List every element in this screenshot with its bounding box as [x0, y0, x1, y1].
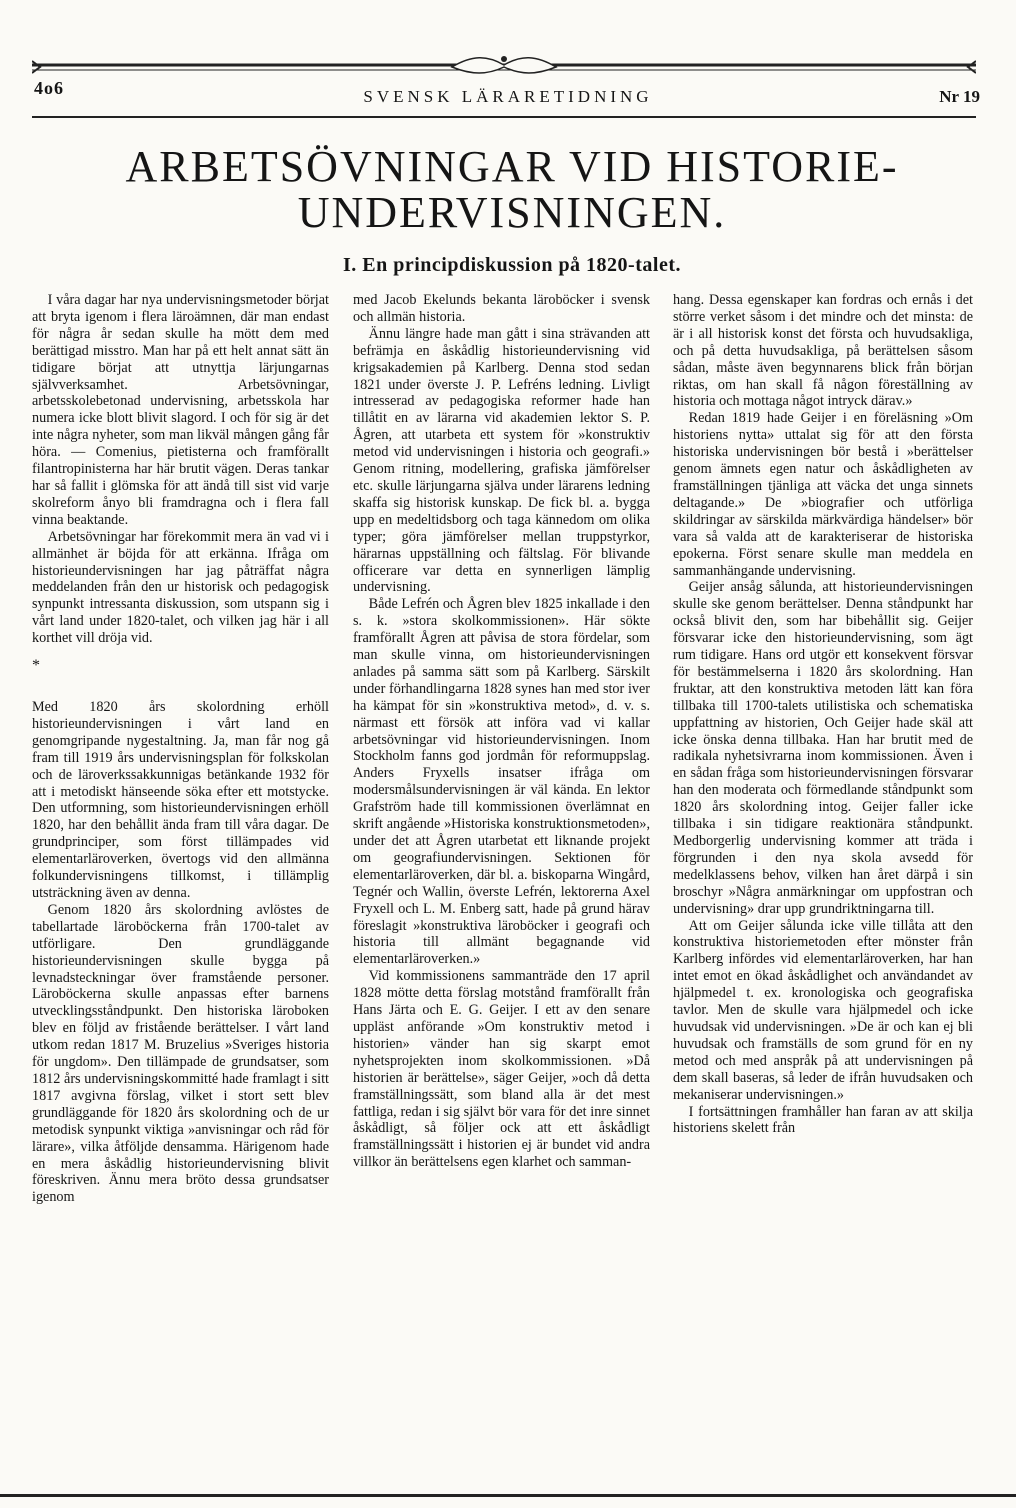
journal-title: SVENSK LÄRARETIDNING — [363, 87, 653, 106]
article-title — [40, 144, 984, 236]
text-column-2 — [353, 292, 650, 1171]
header-rule — [32, 116, 976, 118]
paragraph: Arbetsövningar har förekommit mera än vad vi i allmänhet är böjda för att erkänna. Ifråga om historieundervisningen har jag påträffat några meddelanden från den ur historisk och pedagogisk synpunkt intressanta diskussion, som utspann sig i vårt land under 1820-talet, och vilken jag här i all korthet vill dröja vid. — [32, 528, 329, 647]
paragraph: Både Lefrén och Ågren blev 1825 inkallade i den s. k. »stora skolkommissionen». Här sökte framförallt Ågren att påvisa de stora fördelar, som man skulle vinna, om historieundervisningen anlades på samma sätt som på Karlberg. Särskilt under förhandlingarna 1828 synes han med stor iver ha kämpat för sin »konstruktiva metod», d. v. s. närmast ett försök att införa vad vi kallar arbetsövningar vid historieundervisningen. Inom Stockholm fanns god jordmån för reformuppslag. Anders Fryxells insatser ifråga om modersmålsundervisningen är väl kända. En lektor Grafström hade till kommissionen överlämnat en skrift angående »Historiska konstruktionsmetoden», under det att Ågren utarbetat ett liknande projekt om geografiundervisningen. Sektionen för elementarläroverken, där bl. a. biskoparna Wingård, Tegnér och Wallin, överste Lefrén, lektorerna Axel Fryxell och L. M. Enberg satt, hade på grund härav föreslagit »konstruktiva läroböcker i geografi och historia till allmänt begagnande vid elementarläroverken.» — [353, 596, 650, 968]
text-column-1 — [32, 292, 329, 1206]
paragraph: I våra dagar har nya undervisningsmetoder börjat att bryta igenom i flera läroämnen, där man endast för några år sedan skulle ha mött dem med berättigad misstro. Man har på ett helt annat sätt än tidigare börjat att utnyttja lärjungarnas självverksamhet. Arbetsövningar, arbetsskolebetonad undervisning, arbetsskola har numera icke blott blivit slagord. I och för sig är det inte några nyheter, som man likväl mången gång får höra. — Comenius, pietisterna och framförallt filantropinisterna har här brutit vägen. Deras tankar har så fallit i glömska för att ändå till sist vid varje skolreform ånyo bli framdragna och i flera fall vinna beaktande. — [32, 292, 329, 528]
paragraph: Ännu längre hade man gått i sina strävanden att befrämja en åskådlig historieundervisning vid krigsakademien på Karlberg. Denna stod sedan 1821 under överste J. P. Lefréns ledning. Livligt intresserad av pedagogiska reformer hade han tillåtit en av lärarna vid akademien lektor S. P. Ågren, att utarbeta ett system för »konstruktiv metod vid undervisningen i historia och geografi.» Genom ritning, modellering, grafiska jämförelser etc. skulle lärjungarna själva under lärarens ledning skaffa sig historisk kunskap. De fick bl. a. bygga upp en medeltidsborg och taga kännedom om olika typer; göra jämförelser mellan truppstyrkor, härarnas uppställning och fältslag. För blivande officerare var detta en synnerligen lämplig undervisning. — [353, 325, 650, 596]
section-separator: * — [32, 657, 40, 675]
bottom-rule — [0, 1494, 1016, 1497]
page-number: 4o6 — [34, 78, 64, 98]
paragraph: Genom 1820 års skolordning avlöstes de tabellartade läroböckerna från 1700-talet av utförligare. Den grundläggande historieundervisningen skulle bygga på levnadsteckningar över framstående personer. Läroböckerna skulle anpassas efter barnens utvecklingsståndpunkt. Den historiska läroboken blev en följd av fristående berättelser. I vårt land utkom redan 1817 M. Bruzelius »Sveriges historia för ungdom». Den tillämpade de grundsatser, som 1812 års undervisningskommitté hade framlagt i sitt 1817 avgivna förslag, vilket i stort sett blev grundläggande för 1820 års skolordning och de ur metodisk synpunkt viktiga »anvisningar och råd för lärare», vilka åtföljde densamma. Härigenom hade en mera åskådlig historieundervisning blivit föreskriven. Ännu mera bröto dessa grundsatser igenom — [32, 901, 329, 1206]
issue-number: Nr 19 — [939, 87, 980, 106]
paragraph: hang. Dessa egenskaper kan fordras och ernås i det större verket såsom i det mindre och det minsta: de är i all historisk konst det första och huvudsakliga, och på detta huvudsakliga, på berättelsen såsom sådan, måste även begynnarens blick från början riktas, om han skall få någon föreställning av historia och mottaga något intryck därav.» — [673, 292, 973, 410]
article-title-line-1: ARBETSÖVNINGAR VID HISTORIE- — [125, 142, 899, 191]
paragraph: Redan 1819 hade Geijer i en föreläsning »Om historiens nytta» uttalat sig för att den första historiska undervisningen bör bestå i »berättelser genom ämnets egen natur och åskådligheten av framställningen tjänliga att väcka det unga sinnets deltagande.» De »biografier och utförliga skildringar av särskilda märkvärdiga händelser» bör vara så valda att de karakteriserar de historiska epokerna. Först senare skulle man meddela en sammanhängande undervisning. — [673, 410, 973, 579]
ornamental-rule — [32, 53, 976, 83]
article-title-line-2: UNDERVISNINGEN. — [297, 188, 727, 237]
paragraph: med Jacob Ekelunds bekanta läroböcker i svensk och allmän historia. — [353, 292, 650, 325]
paragraph: I fortsättningen framhåller han faran av att skilja historiens skelett från — [673, 1103, 973, 1137]
paragraph: Vid kommissionens sammanträde den 17 april 1828 mötte detta förslag motstånd framförallt från Hans Järta och E. G. Geijer. I ett av den senare uppläst anförande »Om konstruktiv metod i historien» vänder han sig skarpt emot nyhetsprojekten inom skolkommissionen. »Då historien är berättelse», säger Geijer, »och då detta framställningssätt, som bland alla är det mest fattliga, redan i sig självt bör vara för det inre sinnet åskådligt, så följer ock att ett åskådligt framställningssätt i historien ej är bundet vid andra villkor än berättelsens egen klarhet och samman- — [353, 968, 650, 1171]
paragraph: Att om Geijer sålunda icke ville tillåta att den konstruktiva historiemetoden efter mönster från Karlberg infördes vid elementarläroverken, har han intet emot en ökad åskådlighet och användandet av hjälpmedel t. ex. kronologiska och geografiska tavlor. Men de skulle vara hjälpmedel och icke huvudsak vid undervisningen. »De är och kan ej bli huvudsak och framställs de som grund för en ny metod och med anspråk på att undervisningen på dem skall baseras, så leder de ifrån huvudsaken och mekaniserar undervisningen.» — [673, 917, 973, 1103]
text-column-3 — [673, 292, 973, 1137]
paragraph: Geijer ansåg sålunda, att historieundervisningen skulle ske genom berättelser. Denna ståndpunkt har också blivit den, som har bibehållit sig. Geijer försvarar icke den historieundervisning, som ägt rum tidigare. Hans ord utgör ett konsekvent försvar för bestämmelserna i 1820 års skolordning. Han fruktar, att den konstruktiva metoden lätt kan föra tillbaka till 1700-talets utilistiska och schematiska uppfattning av historien, Och Geijer hade skäl att icke önska denna tillbaka. Han har brutit med de radikala nyhetsivrarna inom kommissionen. Även i en sådan fråga som historieundervisningen försvarar han den moderata och förmedlande ståndpunkt som 1820 års skolordning intog. Geijer faller icke tillbaka i sin tidigare reaktionära ståndpunkt. Medborgerlig undervisning kommer att träda i förgrunden i den nya skola avsedd för medelklassens behov, vilken han året därpå i sin broschyr »Några anmärkningar om uppfostran och undervisning» drar upp grundriktningarna till. — [673, 579, 973, 917]
paragraph: Med 1820 års skolordning erhöll historieundervisningen i vårt land en genomgripande nygestaltning. Ja, man får nog gå fram till 1919 års undervisningsplan för folkskolan och de läroverkssakkunnigas betänkande 1932 för att i metodiskt hänseende söka efter ett motstycke. Den utformning, som historieundervisningen erhöll 1820, har den behållit ända fram till våra dagar. De grundprinciper, som först tillämpades vid elementarläroverken, övertogs vid den allmänna folkundervisningens tillkomst, i tillämplig utsträckning även av denna. — [32, 699, 329, 901]
article-subtitle: I. En principdiskussion på 1820-talet. — [343, 254, 681, 276]
